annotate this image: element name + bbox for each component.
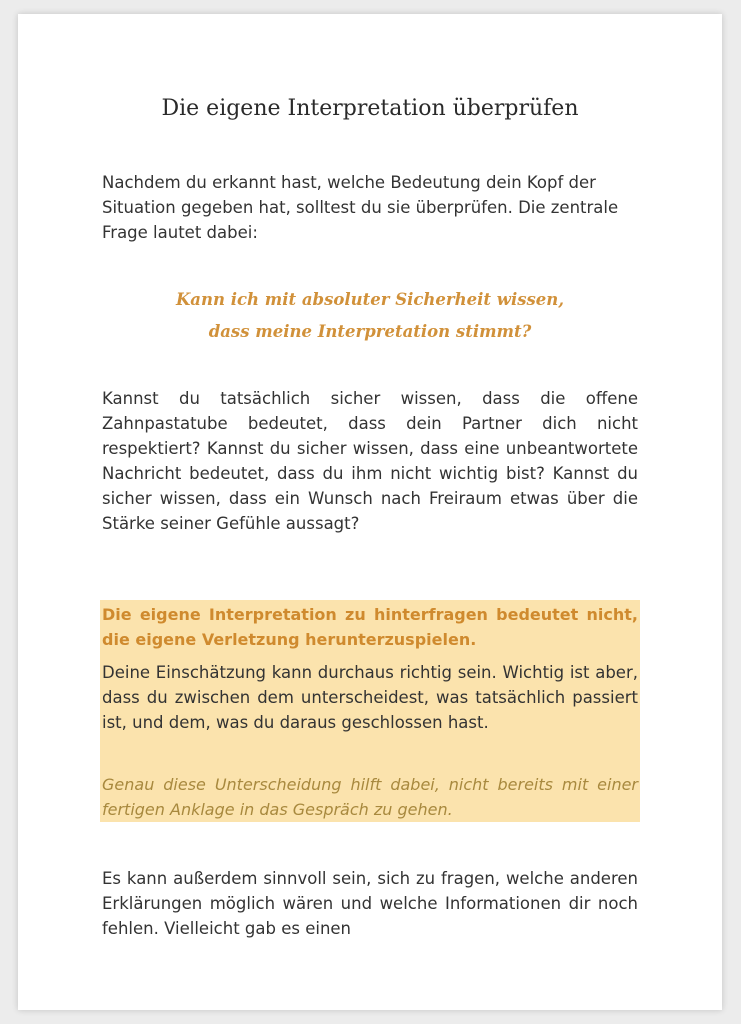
closing-paragraph: Es kann außerdem sinnvoll sein, sich zu fragen, welche anderen Erklärungen möglich wären und welche Informationen dir noch fehlen. Vielleicht gab es einen xyxy=(102,869,638,938)
intro-paragraph: Nachdem du erkannt hast, welche Bedeutung dein Kopf der Situation gegeben hat, solltest du sie überprüfen. Die zentrale Frage lautet dabei: xyxy=(102,173,619,242)
key-question xyxy=(18,284,722,348)
highlight-italic-note: Genau diese Unterscheidung hilft dabei, nicht bereits mit einer fertigen Anklage in das Gespräch zu gehen. xyxy=(102,775,638,819)
document-page xyxy=(18,14,722,1010)
key-question-line-1: Kann ich mit absoluter Sicherheit wissen, xyxy=(175,290,565,309)
highlight-body: Deine Einschätzung kann durchaus richtig sein. Wichtig ist aber, dass du zwischen dem unterscheidest, was tatsächlich passiert ist, und dem, was du daraus geschlossen hast. xyxy=(102,663,638,732)
page-title: Die eigene Interpretation überprüfen xyxy=(161,96,579,121)
highlight-title: Die eigene Interpretation zu hinterfragen bedeutet nicht, die eigene Verletzung herunterzuspielen. xyxy=(102,605,638,649)
key-question-line-2: dass meine Interpretation stimmt? xyxy=(208,322,532,341)
body-paragraph: Kannst du tatsächlich sicher wissen, dass die offene Zahnpastatube bedeutet, dass dein Partner dich nicht respektiert? Kannst du sicher wissen, dass eine unbeantwortete Nachricht bedeutet, dass du ihm nicht wichtig bist? Kannst du sicher wissen, dass ein Wunsch nach Freiraum etwas über die Stärke seiner Gefühle aussagt? xyxy=(102,389,638,533)
